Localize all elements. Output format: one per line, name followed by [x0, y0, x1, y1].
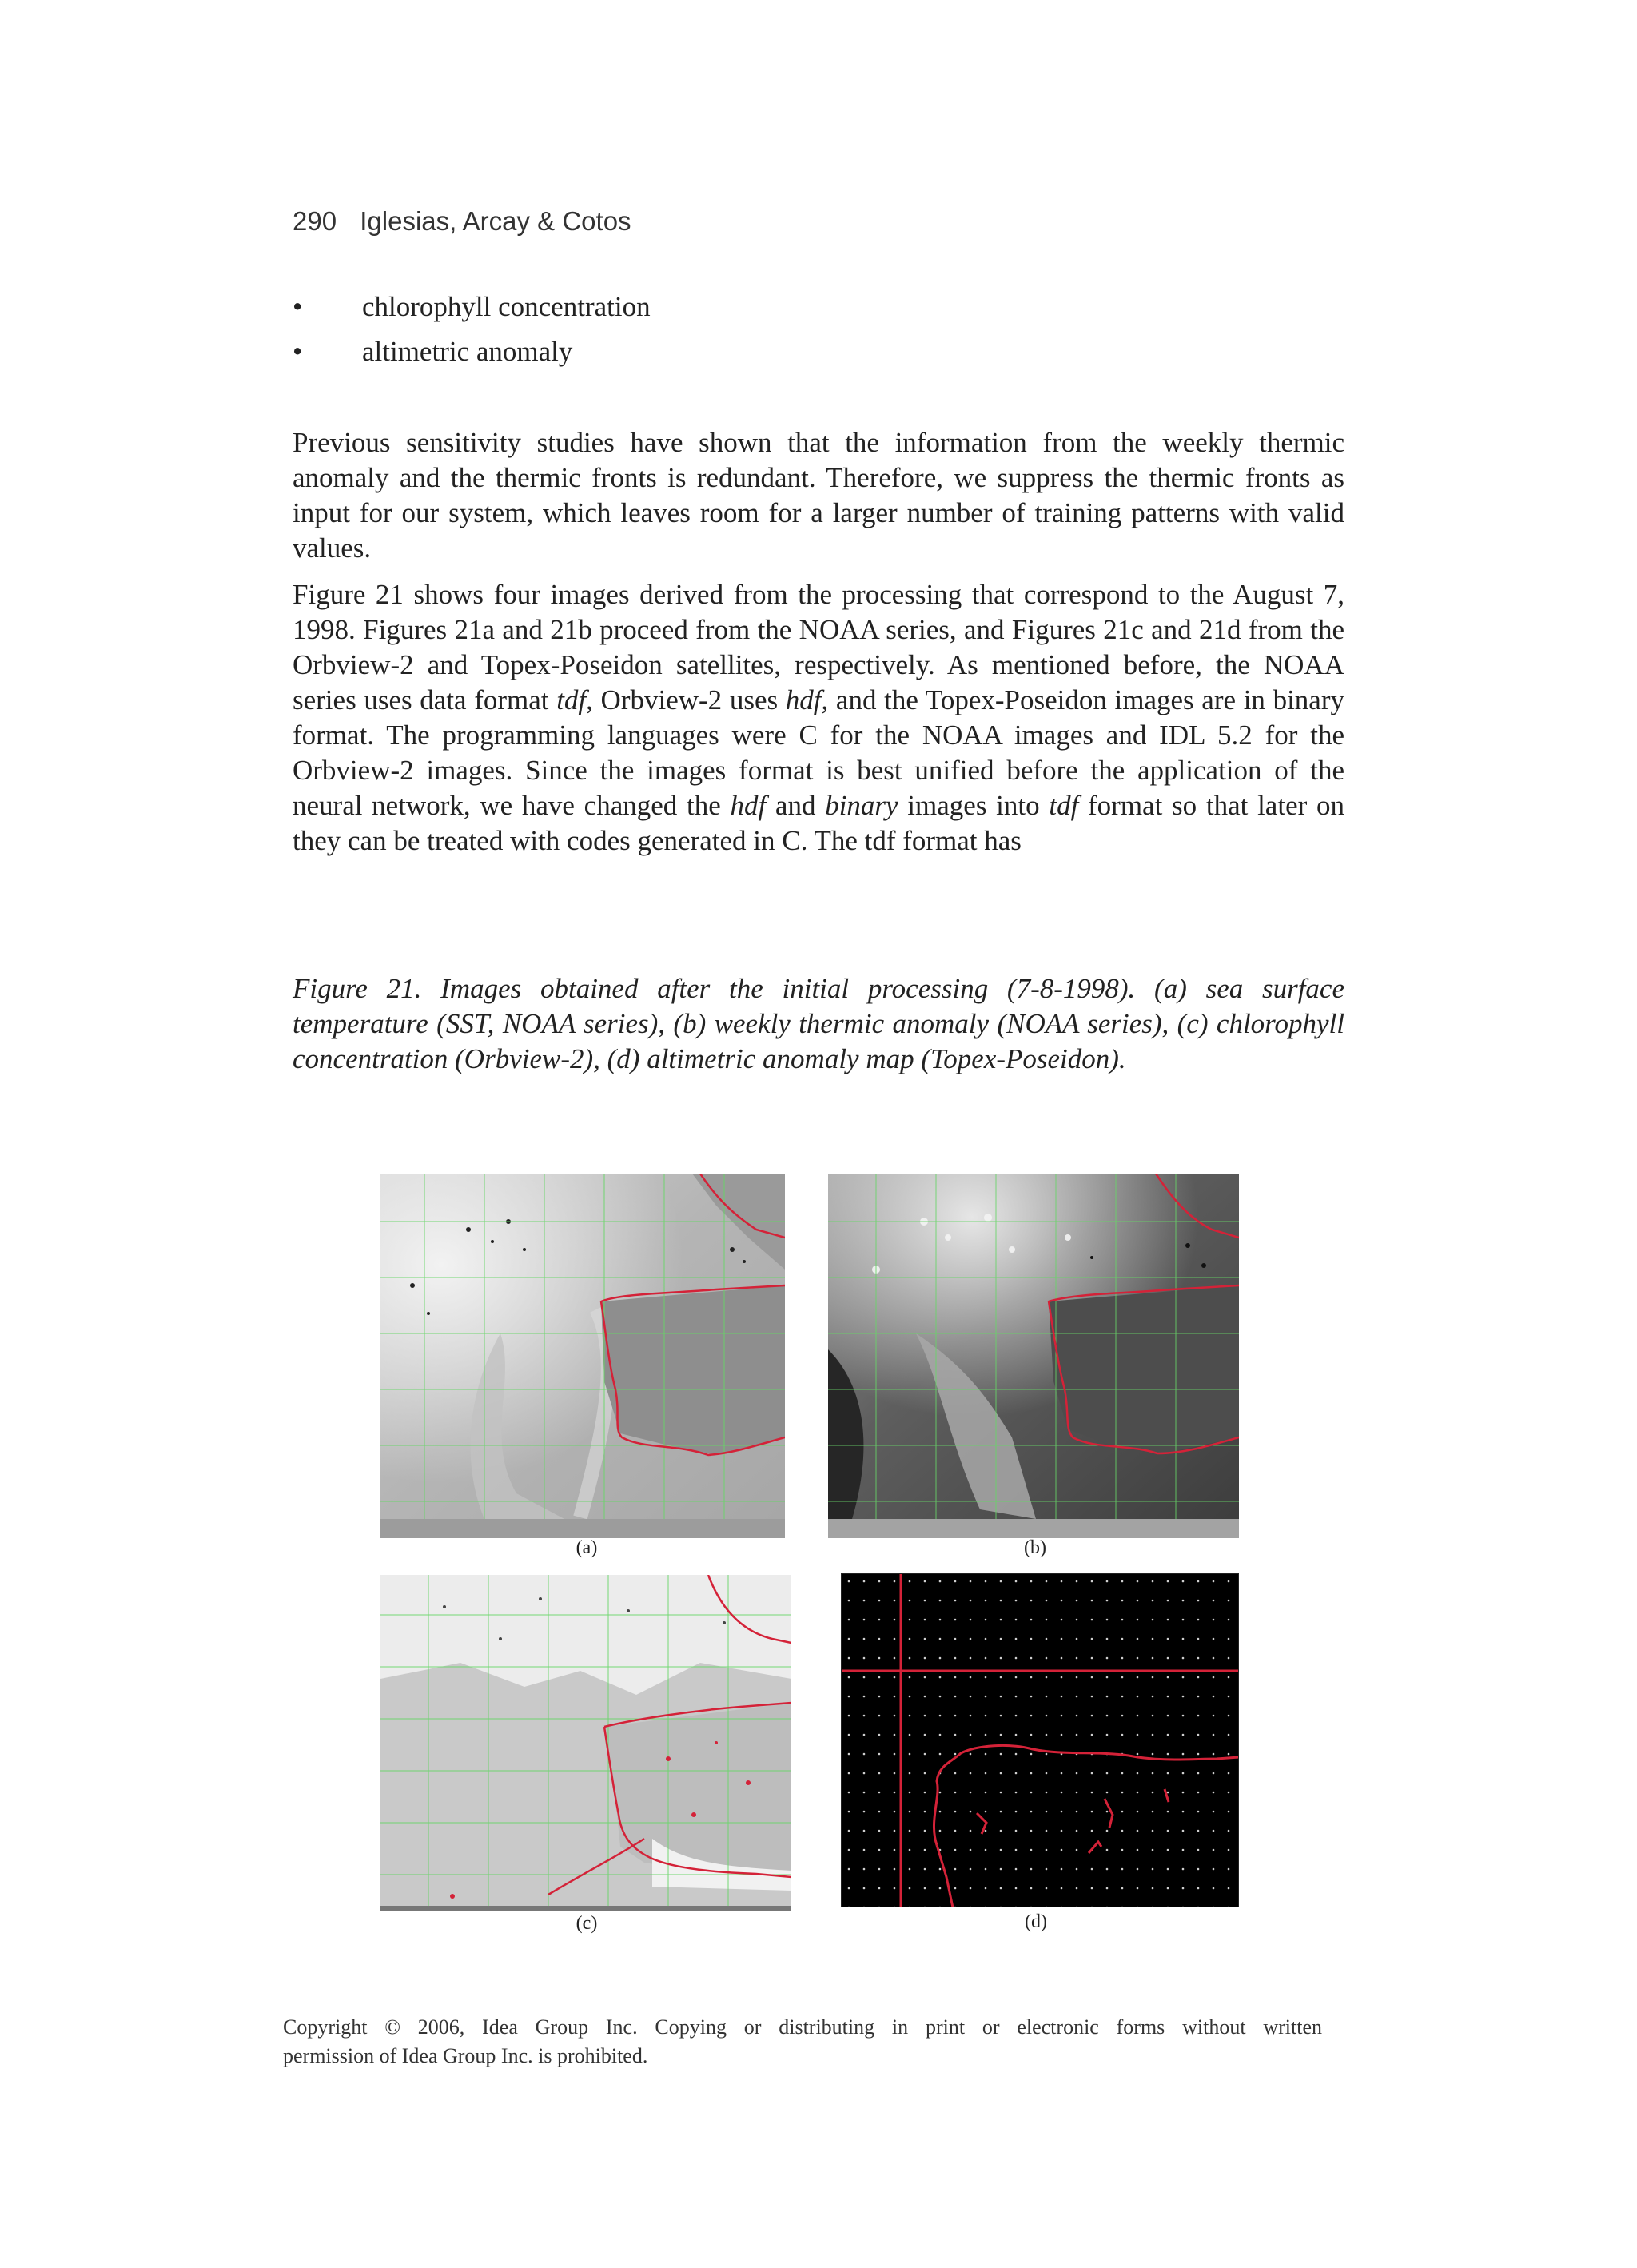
list-item — [293, 289, 1348, 333]
copyright-notice — [283, 2013, 1322, 2071]
panel-c-chlorophyll-image — [380, 1575, 791, 1911]
panel-a-label: (a) — [576, 1537, 598, 1558]
list-item — [293, 333, 1348, 378]
bullet-text: chlorophyll concentration — [362, 291, 651, 322]
panel-c-label: (c) — [576, 1913, 598, 1934]
format-name: hdf — [785, 684, 822, 715]
paragraph-text: , Orbview-2 uses — [586, 684, 786, 715]
copyright-line: permission of Idea Group Inc. is prohibited. — [283, 2044, 648, 2067]
format-name: tdf — [556, 684, 587, 715]
body-paragraph — [293, 577, 1344, 859]
paragraph-text: images into — [898, 790, 1050, 821]
format-name: binary — [825, 790, 898, 821]
body-paragraph: Previous sensitivity studies have shown that the information from the weekly thermic anomaly and the thermic fronts is redundant. Therefore, we suppress the thermic fronts as input for our system, which leaves room for a larger number of training patterns with valid values. — [293, 427, 1344, 564]
running-header — [293, 206, 631, 237]
page-number: 290 — [293, 206, 337, 236]
bullet-symbol: • — [293, 336, 303, 367]
copyright-line: Copyright © 2006, Idea Group Inc. Copying or distributing in print or electronic forms without written — [283, 2015, 1322, 2039]
figure-caption: Figure 21. Images obtained after the initial processing (7-8-1998). (a) sea surface temperature (SST, NOAA series), (b) weekly thermic anomaly (NOAA series), (c) chlorophyll concentration (Orbview-2), (d) altimetric anomaly map (Topex-Poseidon). — [293, 973, 1344, 1074]
format-name: tdf — [1049, 790, 1079, 821]
panel-a-sst-image — [380, 1174, 785, 1538]
bullet-list — [293, 289, 1348, 378]
bullet-text: altimetric anomaly — [362, 336, 573, 367]
paragraph-text: , and the Topex-Poseidon images are in binary format. The programming languages were C for the NOAA images and IDL 5.2 for the Orbview-2 images. Since the images format is best unified before the application of the neural network, we have changed the — [293, 684, 1344, 821]
panel-d-label: (d) — [1025, 1911, 1047, 1932]
format-name: hdf — [730, 790, 767, 821]
panel-d-altimetric-anomaly-image — [841, 1573, 1239, 1907]
running-header-authors: Iglesias, Arcay & Cotos — [360, 206, 631, 236]
paragraph-text: Figure 21 shows four images derived from the processing that correspond to the August 7, 1998. Figures 21a and 21b proceed from the NOAA series, and Figures 21c and 21d from the Orbview-2 and Topex-Poseidon satellites, respectively. As mentioned before, the NOAA series uses data format — [293, 579, 1344, 715]
paragraph-text: and — [766, 790, 826, 821]
panel-b-label: (b) — [1024, 1537, 1046, 1558]
paragraph-text: format so that later on they can be treated with codes generated in C. The tdf format has — [293, 790, 1344, 856]
panel-b-thermic-anomaly-image — [828, 1174, 1239, 1538]
bullet-symbol: • — [293, 291, 303, 322]
